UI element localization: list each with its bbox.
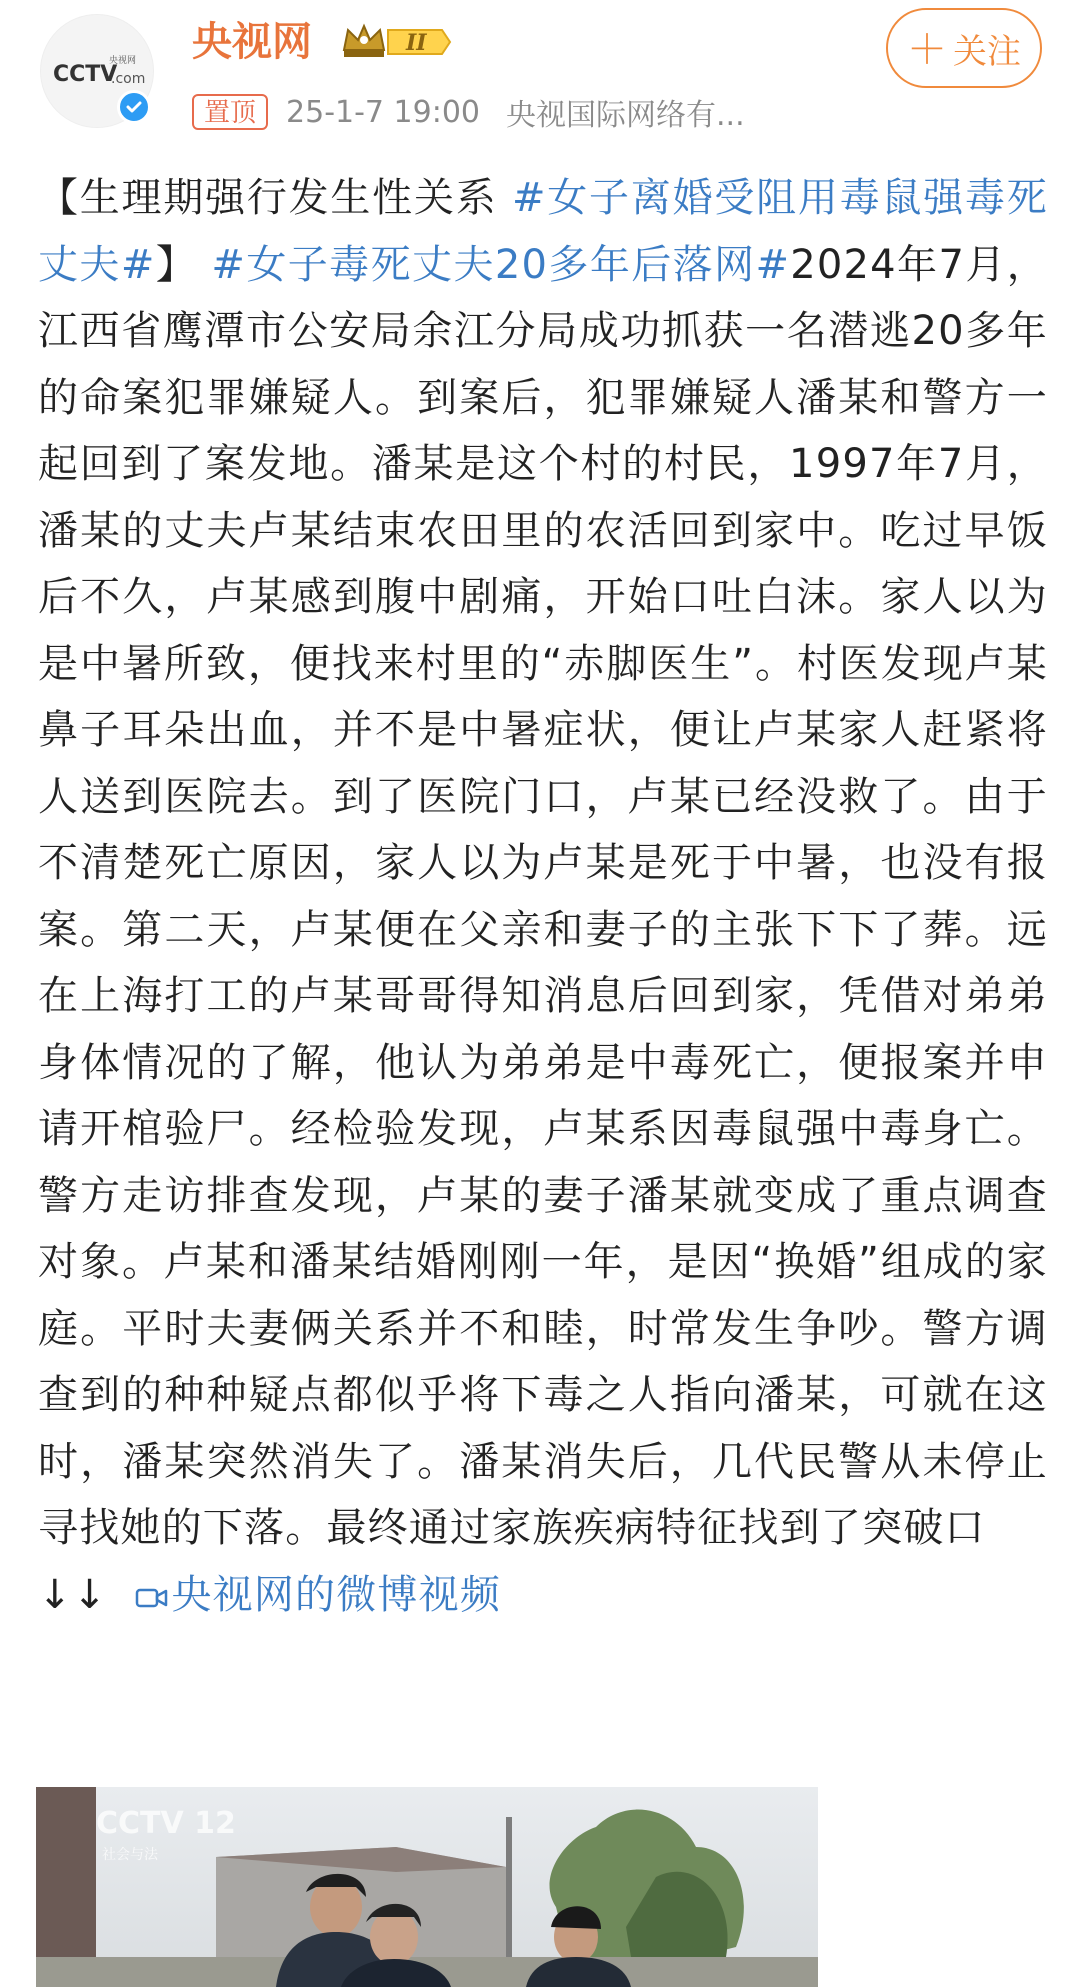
video-link-label: 央视网的微博视频 <box>171 1571 502 1618</box>
video-link[interactable] <box>135 1572 501 1618</box>
post-meta <box>192 88 745 136</box>
hashtag-link[interactable]: #女子毒死丈夫20多年后落网# <box>211 241 791 288</box>
verified-badge-icon <box>117 90 151 124</box>
channel-label: 社会与法 <box>102 1847 158 1863</box>
post-text-bracket: 】 <box>155 241 198 288</box>
video-thumbnail[interactable] <box>36 1787 818 1987</box>
video-link-row <box>38 1562 1048 1629</box>
post-text-body: 2024年7月，江西省鹰潭市公安局余江分局成功抓获一名潜逃20多年的命案犯罪嫌疑人。到案后，犯罪嫌疑人潘某和警方一起回到了案发地。潘某是这个村的村民，1997年7月，潘某的丈夫卢某结束农田里的农活回到家中。吃过早饭后不久，卢某感到腹中剧痛，开始口吐白沫。家人以为是中暑所致，便找来村里的“赤脚医生”。村医发现卢某鼻子耳朵出血，并不是中暑症状，便让卢某家人赶紧将人送到医院去。到了医院门口，卢某已经没救了。由于不清楚死亡原因，家人以为卢某是死于中暑，也没有报案。第二天，卢某便在父亲和妻子的主张下下了葬。远在上海打工的卢某哥哥得知消息后回到家，凭借对弟弟身体情况的了解，他认为弟弟是中毒死亡，便报案并申请开棺验尸。经检验发现，卢某系因毒鼠强中毒身亡。警方走访排查发现，卢某的妻子潘某就变成了重点调查对象。卢某和潘某结婚刚刚一年，是因“换婚”组成的家庭。平时夫妻俩关系并不和睦，时常发生争吵。警方调查到的种种疑点都似乎将下毒之人指向潘某，可就在这时，潘某突然消失了。潘某消失后，几代民警从未停止寻找她的下落。最终通过家族疾病特征找到了突破口 <box>38 241 1048 1551</box>
vip-crown-badge-icon[interactable] <box>342 22 452 62</box>
post-text-intro: 【生理期强行发生性关系 <box>38 175 512 221</box>
svg-text:央视网: 央视网 <box>109 56 137 66</box>
plus-icon: ＋ <box>907 26 947 73</box>
account-name[interactable]: 央视网 <box>192 19 312 65</box>
follow-label: 关注 <box>953 31 1021 72</box>
cctv-watermark: CCTV 12 <box>96 1806 236 1841</box>
svg-text:CCTV: CCTV <box>53 62 118 87</box>
video-camera-icon <box>135 1584 169 1610</box>
svg-text:.com: .com <box>111 71 146 87</box>
post-text <box>38 165 1048 1628</box>
hashtag-link[interactable]: #女子离婚受阻用毒鼠强毒死丈夫# <box>38 175 1048 288</box>
post-source[interactable]: 央视国际网络有... <box>506 98 745 133</box>
pinned-badge: 置顶 <box>192 94 268 130</box>
follow-button[interactable] <box>886 8 1042 88</box>
svg-text:II: II <box>406 30 427 56</box>
down-arrows: ↓↓ <box>38 1571 108 1618</box>
post-time: 25-1-7 19:00 <box>286 94 481 130</box>
post-header <box>0 0 1080 140</box>
